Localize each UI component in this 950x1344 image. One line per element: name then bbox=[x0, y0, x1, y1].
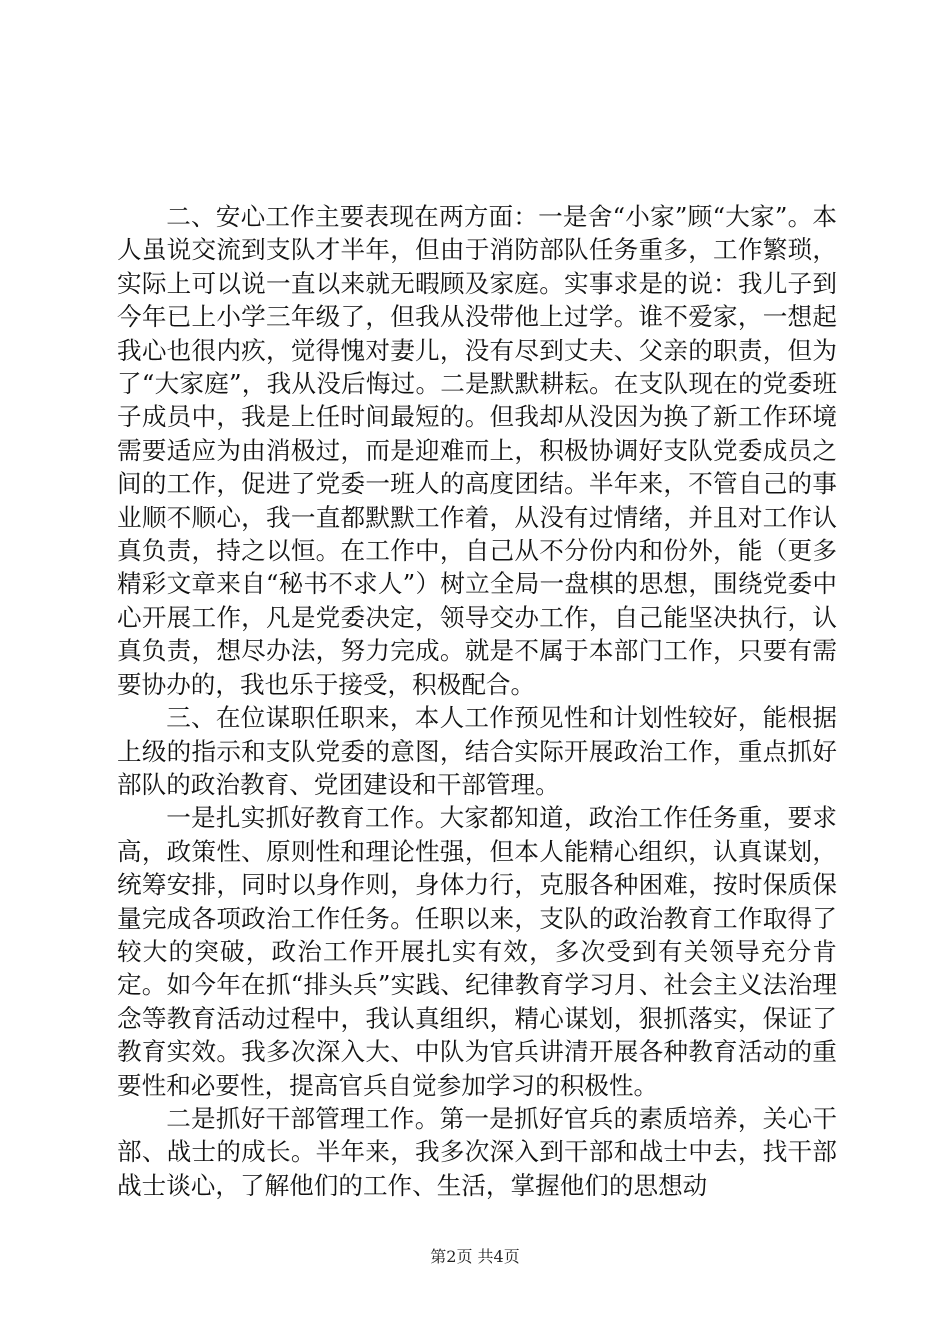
paragraph-2: 三、在位谋职任职来，本人工作预见性和计划性较好，能根据上级的指示和支队党委的意图，结合实际开展政治工作，重点抓好部队的政治教育、党团建设和干部管理。 bbox=[117, 703, 837, 799]
paragraph-4: 二是抓好干部管理工作。第一是抓好官兵的素质培养，关心干部、战士的成长。半年来，我多次深入到干部和战士中去，找干部战士谈心，了解他们的工作、生活，掌握他们的思想动 bbox=[117, 1103, 837, 1200]
page-footer bbox=[0, 1247, 950, 1267]
document-body bbox=[117, 200, 837, 1202]
paragraph-3: 一是扎实抓好教育工作。大家都知道，政治工作任务重，要求高，政策性、原则性和理论性强，但本人能精心组织，认真谋划，统筹安排，同时以身作则，身体力行，克服各种困难，按时保质保量完成各项政治工作任务。任职以来，支队的政治教育工作取得了较大的突破，政治工作开展扎实有效，多次受到有关领导充分肯定。如今年在抓“排头兵”实践、纪律教育学习月、社会主义法治理念等教育活动过程中，我认真组织，精心谋划，狠抓落实，保证了教育实效。我多次深入大、中队为官兵讲清开展各种教育活动的重要性和必要性，提高官兵自觉参加学习的积极性。 bbox=[117, 803, 837, 1100]
page-indicator: 第2页 共4页 bbox=[430, 1247, 520, 1266]
paragraph-1: 二、安心工作主要表现在两方面：一是舍“小家”顾“大家”。本人虽说交流到支队才半年，但由于消防部队任务重多，工作繁琐，实际上可以说一直以来就无暇顾及家庭。实事求是的说：我儿子到今年已上小学三年级了，但我从没带他上过学。谁不爱家，一想起我心也很内疚，觉得愧对妻儿，没有尽到丈夫、父亲的职责，但为了“大家庭”，我从没后悔过。二是默默耕耘。在支队现在的党委班子成员中，我是上任时间最短的。但我却从没因为换了新工作环境需要适应为由消极过，而是迎难而上，积极协调好支队党委成员之间的工作，促进了党委一班人的高度团结。半年来，不管自己的事业顺不顺心，我一直都默默工作着，从没有过情绪，并且对工作认真负责，持之以恒。在工作中，自己从不分份内和份外，能（更多精彩文章来自“秘书不求人”）树立全局一盘棋的思想，围绕党委中心开展工作，凡是党委决定，领导交办工作，自己能坚决执行，认真负责，想尽办法，努力完成。就是不属于本部门工作，只要有需要协办的，我也乐于接受，积极配合。 bbox=[117, 202, 837, 699]
